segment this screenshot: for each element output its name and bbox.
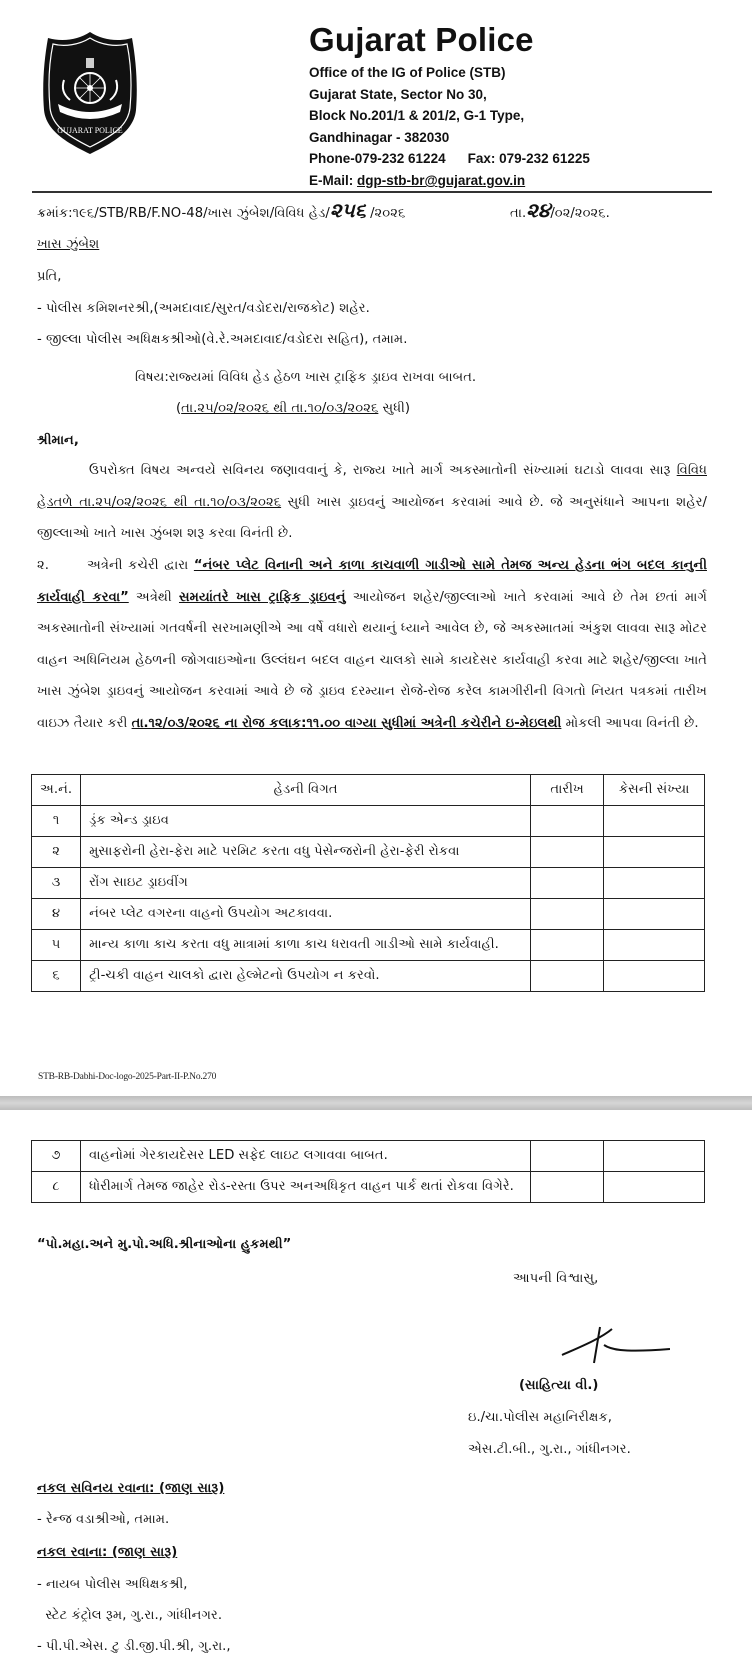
cases-cell	[604, 961, 705, 992]
date-cell	[531, 930, 604, 961]
table-row: ૬ ટ્રી-ચકી વાહન ચાલકો દ્વારા હેલ્મેટનો ઉપયોગ ન કરવો.	[32, 961, 705, 992]
table-row: ૨ મુસાફરોની હેરા-ફેરા માટે પરમિટ કરતા વધુ પેસેન્જરોની હેરા-ફેરી રોકવા	[32, 837, 705, 868]
copy-item: - રેન્જ વડાશ્રીઓ, તમામ.	[37, 1512, 170, 1527]
table-row: ૫ માન્ય કાળા કાચ કરતા વધુ માત્રામાં કાળા કાચ ધરાવતી ગાડીઓ સામે કાર્યવાહી.	[32, 930, 705, 961]
table-row: ૩ રોંગ સાઇટ ડ્રાઇવીંગ	[32, 868, 705, 899]
handwritten-date: ૨૪	[526, 198, 551, 222]
contact-row	[309, 148, 590, 170]
address-line-2: Block No.201/1 & 201/2, G-1 Type,	[309, 108, 525, 124]
phone-number: Phone-079-232 61224	[309, 151, 446, 167]
table-row: ૭ વાહનોમાં ગેરકાયદેસર LED સફેદ લાઇટ લગાવવા બાબત.	[32, 1141, 705, 1172]
closing-line: આપની વિશ્વાસુ,	[513, 1271, 599, 1286]
heads-table-continued	[31, 1140, 705, 1203]
heads-table	[31, 774, 705, 992]
signatory-name: (સાહિત્યા વી.)	[519, 1378, 599, 1393]
letterhead	[309, 18, 590, 192]
copy-item: સ્ટેટ કંટ્રોલ રૂમ, ગુ.રા., ગાંધીનગર.	[37, 1608, 223, 1623]
header-case-count: કેસની સંખ્યા	[604, 775, 705, 806]
salutation: શ્રીમાન,	[37, 433, 79, 448]
designation-line-1: ઇ./ચા.પોલીસ મહાનિરીક્ષક,	[468, 1410, 612, 1425]
table-header-row	[32, 775, 705, 806]
subject-line-1: વિષય:રાજ્યમાં વિવિધ હેડ હેઠળ ખાસ ટ્રાફિક ડ્રાઇવ રાખવા બાબત.	[135, 370, 477, 385]
date-cell	[531, 837, 604, 868]
cases-cell	[604, 837, 705, 868]
document-footer-code: STB-RB-Dabhi-Doc-logo-2025-Part-II-P.No.270	[38, 1072, 217, 1082]
paragraph-2: ૨. અત્રેની કચેરી દ્વારા “નંબર પ્લેટ વિનાની અને કાળા કાચવાળી ગાડીઓ સામે તેમજ અન્ય હેડના ભંગ બદલ કાનુની કાર્યવાહી કરવા” અત્રેથી સમયાંતરે ખાસ ટ્રાફિક ડ્રાઇવનું આયોજન શહેર/જીલ્લાઓ ખાતે કરવામાં આવે છે તેમ છતાં માર્ગ અકસ્માતોની સંખ્યામાં ગતવર્ષની સરખામણીએ આ વર્ષે વધારો થયાનું ધ્યાને આવેલ છે, જે અકસ્માતમાં અંકુશ લાવવા સારૂ મોટર વાહન અધિનિયમ હેઠળની જોગવાઇઓના ઉલ્લંઘન બદલ વાહન ચાલકો સામે કાયદેસર કાર્યવાહી કરવા માટે શહેર/જીલ્લા ખાતે ખાસ ઝુંબેશ ડ્રાઇવનું આયોજન કરવામાં આવે છે જે ડ્રાઇવ દરમ્યાન રોજે-રોજ કરેલ કામગીરીની વિગતો નિયત પત્રકમાં તારીખ વાઇઝ તૈયાર કરી તા.૧૨/૦૩/૨૦૨૬ ના રોજ કલાક:૧૧.૦૦ વાગ્યા સુધીમાં અત્રેની કચેરીને ઇ-મેઇલથી મોકલી આપવા વિનંતી છે.	[37, 558, 707, 731]
cases-cell	[604, 1172, 705, 1203]
cases-cell	[604, 930, 705, 961]
order-note: “પો.મહા.અને મુ.પો.અધિ.શ્રીનાઓના હુકમથી”	[37, 1237, 292, 1252]
email-link[interactable]: dgp-stb-br@gujarat.gov.in	[357, 172, 526, 188]
date-cell	[531, 868, 604, 899]
fax-number: Fax: 079-232 61225	[467, 151, 590, 167]
org-title: Gujarat Police	[309, 21, 534, 58]
reference-date: તા.૨૪/૦૨/૨૦૨૬.	[510, 198, 610, 222]
table-row: ૧ ડ્રંક એન્ડ ડ્રાઇવ	[32, 806, 705, 837]
reference-number: ક્રમાંક:૧૯૬/STB/RB/F.NO-48/ખાસ ઝુંબેશ/વિવિધ હેડ/૨૫૬ /૨૦૨૬	[37, 198, 406, 222]
designation-line-2: એસ.ટી.બી., ગુ.રા., ગાંધીનગર.	[468, 1442, 631, 1457]
recipient-2: - જીલ્લા પોલીસ અધિક્ષકશ્રીઓ(વે.રે.અમદાવાદ/વડોદરા સહિત), તમામ.	[37, 332, 408, 347]
cases-cell	[604, 806, 705, 837]
copy-item: - નાયબ પોલીસ અધિક્ષકશ્રી,	[37, 1577, 188, 1592]
to-label: પ્રતિ,	[37, 269, 62, 284]
date-cell	[531, 1141, 604, 1172]
recipient-1: - પોલીસ કમિશનરશ્રી,(અમદાવાદ/સુરત/વડોદરા/રાજકોટ) શહેર.	[37, 301, 370, 316]
office-name: Office of the IG of Police (STB)	[309, 65, 506, 80]
copy-item: - પી.પી.એસ. ટુ ડી.જી.પી.શ્રી, ગુ.રા.,	[37, 1639, 231, 1654]
email-row	[309, 170, 590, 192]
table-row: ૮ ધોરીમાર્ગ તેમજ જાહેર રોડ-રસ્તા ઉપર અનઅધિકૃત વાહન પાર્ક થતાં રોકવા વિગેરે.	[32, 1172, 705, 1203]
copy-heading-1: નકલ સવિનય રવાના: (જાણ સારૂ)	[37, 1481, 225, 1496]
address-line-1: Gujarat State, Sector No 30,	[309, 86, 487, 102]
cases-cell	[604, 1141, 705, 1172]
header-serial: અ.નં.	[32, 775, 81, 806]
address-line-3: Gandhinagar - 382030	[309, 129, 450, 145]
paragraph-2-number: ૨.	[37, 558, 49, 573]
header-date: તારીખ	[531, 775, 604, 806]
handwritten-number: ૨૫૬	[329, 198, 366, 222]
copy-heading-2: નકલ રવાના: (જાણ સારૂ)	[37, 1545, 178, 1560]
paragraph-1: ઉપરોક્ત વિષય અન્વયે સવિનય જણાવવાનું કે, રાજ્ય ખાતે માર્ગ અકસ્માતોની સંખ્યામાં ઘટાડો લાવવા સારૂ વિવિધ હેડતળે તા.૨૫/૦૨/૨૦૨૬ થી તા.૧૦/૦૩/૨૦૨૬ સુધી ખાસ ડ્રાઇવનું આયોજન કરવામાં આવે છે. જે અનુસંધાને આપના શહેર/જીલ્લાઓ ખાતે ખાસ ઝુંબશ શરૂ કરવા વિનંતી છે.	[37, 463, 707, 541]
letterhead-divider	[32, 191, 712, 193]
cases-cell	[604, 868, 705, 899]
handwritten-signature-icon	[560, 1325, 670, 1365]
special-drive-label: ખાસ ઝુંબેશ	[37, 237, 100, 252]
svg-text:GUJARAT POLICE: GUJARAT POLICE	[57, 126, 123, 135]
subject-line-2: (તા.૨૫/૦૨/૨૦૨૬ થી તા.૧૦/૦૩/૨૦૨૬ સુધી)	[176, 401, 411, 416]
police-emblem-icon	[40, 30, 140, 156]
email-label: E-Mail:	[309, 172, 358, 188]
table-row: ૪ નંબર પ્લેટ વગરના વાહનો ઉપયોગ અટકાવવા.	[32, 899, 705, 930]
date-cell	[531, 899, 604, 930]
cases-cell	[604, 899, 705, 930]
date-cell	[531, 1172, 604, 1203]
header-head-details: હેડની વિગત	[81, 775, 531, 806]
date-cell	[531, 806, 604, 837]
date-cell	[531, 961, 604, 992]
page-break	[0, 1096, 752, 1110]
